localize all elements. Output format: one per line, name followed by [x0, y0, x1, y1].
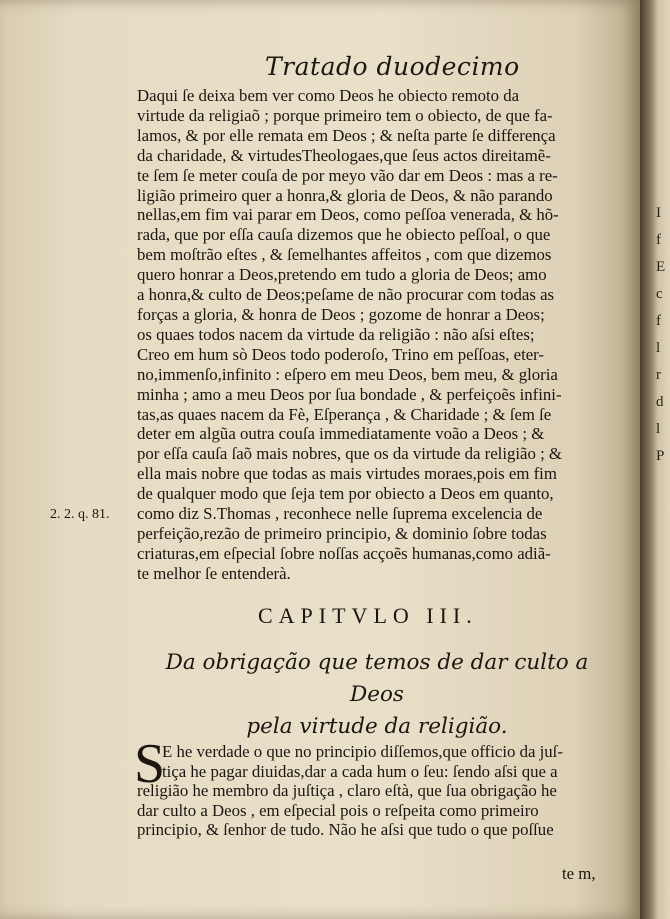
running-head: Tratado duodecimo [265, 52, 520, 81]
drop-cap: S [134, 733, 166, 795]
text-line: os quaes todos nacem da virtude da religião : não aſsi eſtes; [137, 324, 535, 344]
text-line: tas,as quaes nacem da Fè, Eſperança , & Charidade ; & ſem ſe [137, 404, 552, 424]
edge-glyph: d [656, 394, 664, 410]
text-line: como diz S.Thomas , reconhece nelle ſuprema excelencia de [137, 504, 543, 524]
text-line: te ſem ſe meter couſa de por meyo vão dar em Deos : mas a re- [137, 165, 558, 185]
chapter-subtitle-line: Da obrigação que temos de dar culto a Deos [165, 650, 589, 707]
chapter-heading: CAPITVLO III. [258, 603, 478, 628]
text-line: da charidade, & virtudesTheologaes,que ſeus actos direitamẽ- [137, 145, 551, 165]
text-line: Creo em hum sò Deos todo poderoſo, Trino em peſſoas, eter- [137, 344, 545, 364]
text-line: minha ; amo a meu Deos por ſua bondade , & perfeiçoẽs infini- [137, 384, 562, 404]
text-line: por eſſa cauſa ſaõ mais nobres, que os da virtude da religião ; & [137, 444, 562, 464]
edge-glyph: E [656, 259, 666, 275]
facing-page-edge [640, 0, 670, 919]
text-line: lamos, & por elle remata em Deos ; & neſta parte ſe differença [137, 125, 556, 145]
text-line: principio, & ſenhor de tudo. Não he aſsi que tudo o que poſſue [137, 820, 554, 840]
edge-glyph: f [656, 232, 661, 248]
text-line: dar culto a Deos , em eſpecial pois o reſpeita como primeiro [137, 800, 539, 820]
text-line: forças a gloria, & honra de Deos ; gozome de honrar a Deos; [137, 304, 545, 324]
text-line: nellas,em fim vai parar em Deos, como peſſoa venerada, & hõ- [137, 205, 559, 225]
facing-page-glyphs [656, 200, 668, 470]
text-line: quero honrar a Deos,pretendo em tudo a gloria de Deos; amo [137, 265, 547, 285]
text-line: no,immenſo,infinito : eſpero em meu Deos, bem meu, & gloria [137, 364, 558, 384]
text-line: perfeição,rezão de primeiro principio, & dominio ſobre todas [137, 523, 547, 543]
chapter-subtitle-line: pela virtude da religião. [246, 714, 508, 739]
edge-glyph: c [656, 286, 663, 302]
edge-glyph: r [656, 367, 661, 383]
text-line: Daqui ſe deixa bem ver como Deos he obiecto remoto da [137, 86, 520, 105]
text-line: religião he membro da juſtiça , claro eſtà, que ſua obrigação he [137, 781, 557, 801]
text-line: deter em algũa outra couſa immediatamente voão a Deos ; & [137, 424, 545, 444]
text-line: virtude da religiaõ ; porque primeiro tem o obiecto, de que fa- [137, 105, 553, 125]
text-line: a honra,& culto de Deos;peſame de não procurar com todas as [137, 285, 555, 305]
body-text [137, 86, 619, 584]
text-line: bem moſtrão eſtes , & ſemelhantes affeitos , com que dizemos [137, 245, 552, 265]
text-line: rada, que por eſſa cauſa dizemos que he obiecto peſſoal, o que [137, 225, 551, 245]
text-line: ligião primeiro quer a honra,& gloria de Deos, & não parando [137, 185, 553, 205]
chapter-subtitle [137, 647, 617, 743]
text-line: criaturas,em eſpecial ſobre noſſas acçoẽs humanas,como adiã- [137, 543, 551, 563]
chapter-text [137, 742, 618, 840]
text-line: tiça he pagar diuidas,dar a cada hum o ſeu: ſendo aſsi que a [162, 761, 558, 781]
edge-glyph: I [656, 205, 661, 221]
edge-glyph: l [656, 340, 661, 356]
edge-glyph: l [656, 421, 661, 437]
edge-glyph: P [656, 448, 665, 464]
text-line: te melhor ſe entenderà. [137, 563, 291, 583]
text-line: de qualquer modo que ſeja tem por obiecto a Deos em quanto, [137, 484, 554, 504]
text-line: E he verdade o que no principio diſſemos,que officio da juſ- [162, 742, 563, 761]
catchword: te m, [562, 864, 596, 883]
margin-note: 2. 2. q. 81. [50, 507, 110, 522]
text-line: ella mais nobre que todas as mais virtudes moraes,pois em fim [137, 464, 557, 484]
edge-glyph: f [656, 313, 661, 329]
